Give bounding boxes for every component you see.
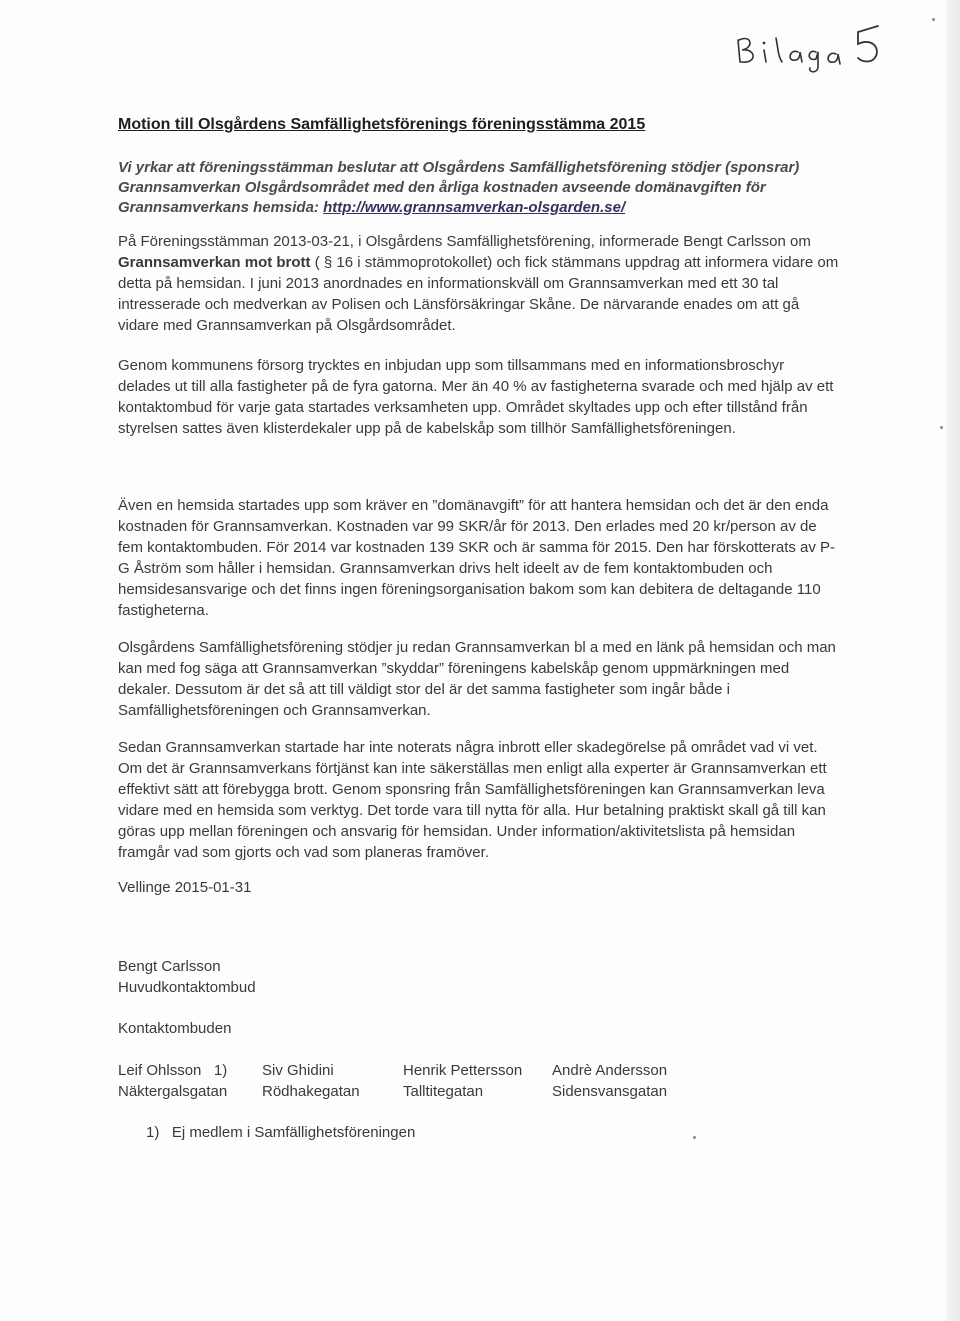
place-date: Vellinge 2015-01-31 xyxy=(118,879,252,896)
contact-name: Leif Ohlsson 1) xyxy=(118,1062,228,1079)
paragraph-5 xyxy=(118,737,840,863)
paragraph-4-text: Olsgårdens Samfällighetsförening stödjer ju redan Grannsamverkan bl a med en länk på hemsidan och man kan med fog säga att Grannsamverkan ”skyddar” föreningens kabelskåp genom uppmärkningen med dekaler. Dessutom är det så att till väldigt stor del är det samma fastigheter som ingår både i Samfällighetsföreningen och Grannsamverkan. xyxy=(118,639,836,719)
paragraph-5-text: Sedan Grannsamverkan startade har inte noterats några inbrott eller skadegörelse på området vad vi vet. Om det är Grannsamverkans förtjänst kan inte säkerställas men enligt alla experter är Grannsamverkan ett effektivt sätt att förebygga brott. Genom sponsring från Samfällighetsföreningen kan Grannsamverkan leva vidare med en hemsida som verktyg. Det torde vara till nytta för alla. Hur betalning praktiskt skall gå till kan göras upp mellan föreningen och ansvarig för hemsidan. Under information/aktivitetslista på hemsidan framgår vad som gjorts och vad som planeras framöver. xyxy=(118,739,827,861)
lead-paragraph xyxy=(118,158,838,218)
paragraph-1-text-a: På Föreningsstämman 2013-03-21, i Olsgårdens Samfällighetsförening, informerade Bengt Carlsson om xyxy=(118,233,811,250)
page-edge-shadow xyxy=(946,0,960,1321)
contact-item xyxy=(403,1060,522,1102)
contact-street: Rödhakegatan xyxy=(262,1083,360,1100)
paragraph-3-text: Även en hemsida startades upp som kräver en ”domänavgift” för att hantera hemsidan och det är den enda kostnaden för Grannsamverkan. Kostnaden var 99 SKR/år för 2013. Den erlades med 20 kr/person av de fem kontaktombuden. För 2014 var kostnaden 139 SKR och är samma för 2015. Den har förskotterats av P-G Åström som håller i hemsidan. Grannsamverkan drivs helt ideelt av de fem kontaktombuden och hemsidesansvarige och det finns ingen föreningsorganisation bakom som kan debitera de deltagande 110 fastigheterna. xyxy=(118,497,836,619)
contact-street: Talltitegatan xyxy=(403,1083,484,1100)
paragraph-2-text: Genom kommunens försorg trycktes en inbjudan upp som tillsammans med en informationsbroschyr delades ut till alla fastigheter på de fyra gatorna. Mer än 40 % av fastigheterna svarade och med hjälp av ett kontaktombud för varje gata startades verksamheten upp. Området skyltades upp och efter tillstånd från styrelsen sattes även klisterdekaler upp på de kabelskåp som tillhör Samfällighetsföreningen. xyxy=(118,357,834,437)
contact-street: Sidensvansgatan xyxy=(552,1083,668,1100)
paragraph-1-bold: Grannsamverkan mot brott xyxy=(118,254,311,271)
contact-street: Näktergalsgatan xyxy=(118,1083,228,1100)
signature-name: Bengt Carlsson xyxy=(118,958,221,975)
paragraph-1 xyxy=(118,231,840,336)
paragraph-4 xyxy=(118,637,840,721)
handwritten-annotation xyxy=(730,18,890,73)
footnote: 1) Ej medlem i Samfällighetsföreningen xyxy=(146,1124,416,1141)
scan-speck xyxy=(932,18,935,21)
lead-text: Vi yrkar att föreningsstämman beslutar att Olsgårdens Samfällighetsförening stödjer (sponsrar) Grannsamverkan Olsgårdsområdet med den årliga kostnaden avseende domänavgiften för Grannsamverkans hemsida: xyxy=(118,159,800,216)
website-link[interactable]: http://www.grannsamverkan-olsgarden.se/ xyxy=(323,199,626,216)
contact-item xyxy=(552,1060,667,1102)
document-title: Motion till Olsgårdens Samfällighetsförenings föreningsstämma 2015 xyxy=(118,116,646,133)
scan-speck xyxy=(940,426,943,429)
contact-name: Andrè Andersson xyxy=(552,1062,668,1079)
contact-item xyxy=(118,1060,227,1102)
paragraph-3 xyxy=(118,495,840,621)
contact-name: Siv Ghidini xyxy=(262,1062,334,1079)
scan-speck xyxy=(693,1136,696,1139)
contact-item xyxy=(262,1060,360,1102)
contacts-heading: Kontaktombuden xyxy=(118,1020,232,1037)
paragraph-2 xyxy=(118,355,840,439)
signature-role: Huvudkontaktombud xyxy=(118,979,256,996)
paragraph-1-text-b: ( § 16 i stämmoprotokollet) och fick stämmans uppdrag att informera vidare om detta på hemsidan. I juni 2013 anordnades en informationskväll om Grannsamverkan med ett 30 tal intresserade och medverkan av Polisen och Länsförsäkringar Skåne. De närvarande enades om att gå vidare med Grannsamverkan på Olsgårdsområdet. xyxy=(118,254,839,334)
contact-name: Henrik Pettersson xyxy=(403,1062,523,1079)
